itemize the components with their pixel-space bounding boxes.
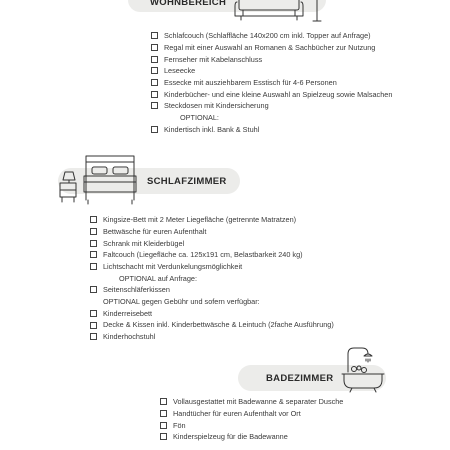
checkbox[interactable]	[160, 422, 167, 429]
optional-label: OPTIONAL:	[180, 113, 219, 122]
list-item[interactable]: Kinderreisebett	[90, 308, 334, 320]
checkbox[interactable]	[160, 410, 167, 417]
list-item[interactable]: Schlafcouch (Schlaffläche 140x200 cm inkl. Topper auf Anfrage)	[151, 30, 392, 42]
list-item[interactable]: Kinderspielzeug für die Badewanne	[160, 431, 343, 443]
list-item[interactable]: Seitenschläferkissen	[90, 284, 334, 296]
wohnbereich-list	[151, 30, 392, 135]
badezimmer-title: BADEZIMMER	[266, 373, 334, 384]
list-item[interactable]: Handtücher für euren Aufenthalt vor Ort	[160, 408, 343, 420]
list-item[interactable]: Essecke mit ausziehbarem Esstisch für 4-6 Personen	[151, 77, 392, 89]
list-item[interactable]: Schrank mit Kleiderbügel	[90, 237, 334, 249]
list-item[interactable]: Fernseher mit Kabelanschluss	[151, 53, 392, 65]
list-item[interactable]: Kindertisch inkl. Bank & Stuhl	[151, 124, 392, 136]
checkbox[interactable]	[151, 44, 158, 51]
list-item[interactable]: Lichtschacht mit Verdunkelungsmöglichkeit	[90, 261, 334, 273]
checkbox[interactable]	[151, 56, 158, 63]
checkbox[interactable]	[160, 398, 167, 405]
checkbox[interactable]	[90, 286, 97, 293]
badezimmer-list	[160, 396, 343, 443]
checkbox[interactable]	[151, 79, 158, 86]
optional-label: OPTIONAL gegen Gebühr und sofern verfügbar:	[103, 297, 260, 306]
list-item[interactable]: Kinderhochstuhl	[90, 331, 334, 343]
list-item[interactable]: Kinderbücher- und eine kleine Auswahl an Spielzeug sowie Malsachen	[151, 88, 392, 100]
checkbox[interactable]	[90, 263, 97, 270]
checkbox[interactable]	[151, 32, 158, 39]
list-item[interactable]: Steckdosen mit Kindersicherung	[151, 100, 392, 112]
schlafzimmer-list	[90, 214, 334, 343]
bed-nightstand-icon	[56, 152, 146, 208]
list-item[interactable]: Vollausgestattet mit Badewanne & separater Dusche	[160, 396, 343, 408]
checkbox[interactable]	[90, 240, 97, 247]
checkbox[interactable]	[90, 251, 97, 258]
schlafzimmer-title: SCHLAFZIMMER	[147, 176, 227, 187]
list-item[interactable]: Fön	[160, 419, 343, 431]
checkbox[interactable]	[90, 333, 97, 340]
list-item[interactable]: Faltcouch (Liegefläche ca. 125x191 cm, Belastbarkeit 240 kg)	[90, 249, 334, 261]
list-item[interactable]: Leseecke	[151, 65, 392, 77]
checkbox[interactable]	[90, 216, 97, 223]
checkbox[interactable]	[160, 433, 167, 440]
checkbox[interactable]	[151, 102, 158, 109]
checkbox[interactable]	[151, 91, 158, 98]
checkbox[interactable]	[90, 228, 97, 235]
checkbox[interactable]	[90, 322, 97, 329]
list-item[interactable]: Kingsize-Bett mit 2 Meter Liegefläche (getrennte Matratzen)	[90, 214, 334, 226]
checkbox[interactable]	[90, 310, 97, 317]
list-item[interactable]: Bettwäsche für euren Aufenthalt	[90, 226, 334, 238]
list-item[interactable]: Decke & Kissen inkl. Kinderbettwäsche & Leintuch (2fache Ausführung)	[90, 319, 334, 331]
bathtub-shower-icon	[340, 344, 386, 394]
checkbox[interactable]	[151, 67, 158, 74]
optional-label: OPTIONAL auf Anfrage:	[119, 273, 198, 283]
wohnbereich-title: WOHNBEREICH	[150, 0, 227, 8]
sofa-lamp-icon	[233, 0, 333, 24]
checkbox[interactable]	[151, 126, 158, 133]
list-item[interactable]: Regal mit einer Auswahl an Romanen & Sachbücher zur Nutzung	[151, 42, 392, 54]
